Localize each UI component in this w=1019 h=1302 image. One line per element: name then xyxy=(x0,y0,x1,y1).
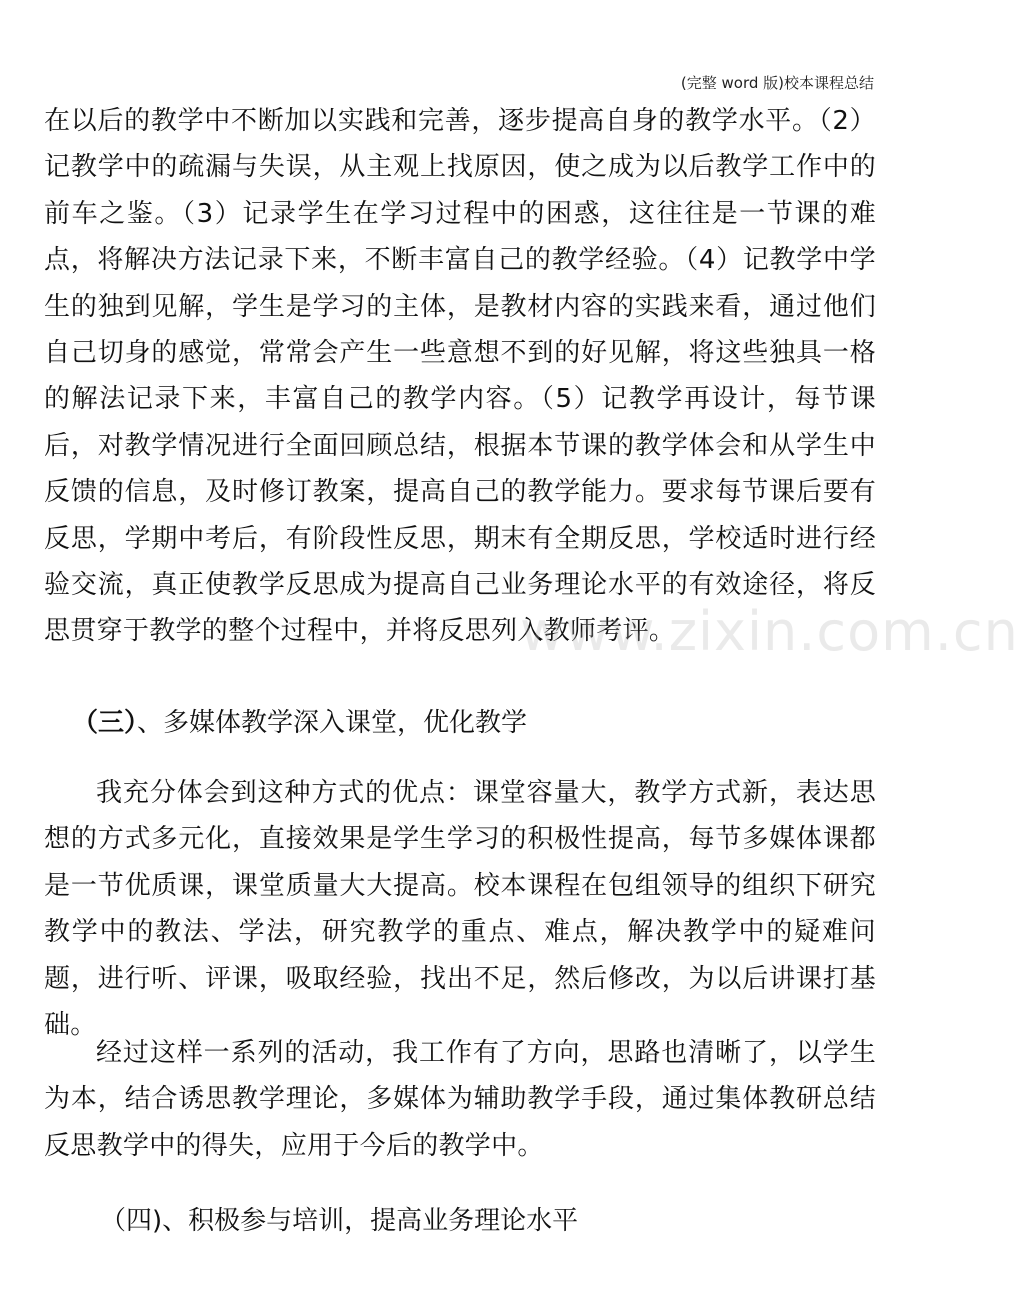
document-header: (完整 word 版)校本课程总结 xyxy=(680,74,874,92)
paragraph-reflection-methods: 在以后的教学中不断加以实践和完善，逐步提高自身的教学水平。（2）记教学中的疏漏与失误，从主观上找原因，使之成为以后教学工作中的前车之鉴。（3）记录学生在学习过程中的困惑，这往往是一节课的难点，将解决方法记录下来，不断丰富自己的教学经验。（4）记教学中学生的独到见解，学生是学习的主体，是教材内容的实践来看，通过他们自己切身的感觉，常常会产生一些意想不到的好见解，将这些独具一格的解法记录下来，丰富自己的教学内容。（5）记教学再设计，每节课后，对教学情况进行全面回顾总结，根据本节课的教学体会和从学生中反馈的信息，及时修订教案，提高自己的教学能力。要求每节课后要有反思，学期中考后，有阶段性反思，期末有全期反思，学校适时进行经验交流，真正使教学反思成为提高自己业务理论水平的有效途径，将反思贯穿于教学的整个过程中，并将反思列入教师考评。 xyxy=(44,106,876,647)
watermark-text: www.zixin.com.cn xyxy=(520,600,1019,663)
section-heading-4: （四)、积极参与培训，提高业务理论水平 xyxy=(100,1206,579,1236)
section-title-3: 、多媒体教学深入课堂，优化教学 xyxy=(137,708,528,738)
section-number-3: （三） xyxy=(72,708,138,738)
paragraph-activities: 经过这样一系列的活动，我工作有了方向，思路也清晰了，以学生为本，结合诱思教学理论，多媒体为辅助教学手段，通过集体教研总结反思教学中的得失，应用于今后的教学中。 xyxy=(44,1038,876,1161)
section-heading-3 xyxy=(72,700,527,746)
paragraph-multimedia: 我充分体会到这种方式的优点：课堂容量大，教学方式新，表达思想的方式多元化，直接效果是学生学习的积极性提高，每节多媒体课都是一节优质课，课堂质量大大提高。校本课程在包组领导的组织下研究教学中的教法、学法，研究教学的重点、难点，解决教学中的疑难问题，进行听、评课，吸取经验，找出不足，然后修改，为以后讲课打基础。 xyxy=(44,778,876,1041)
